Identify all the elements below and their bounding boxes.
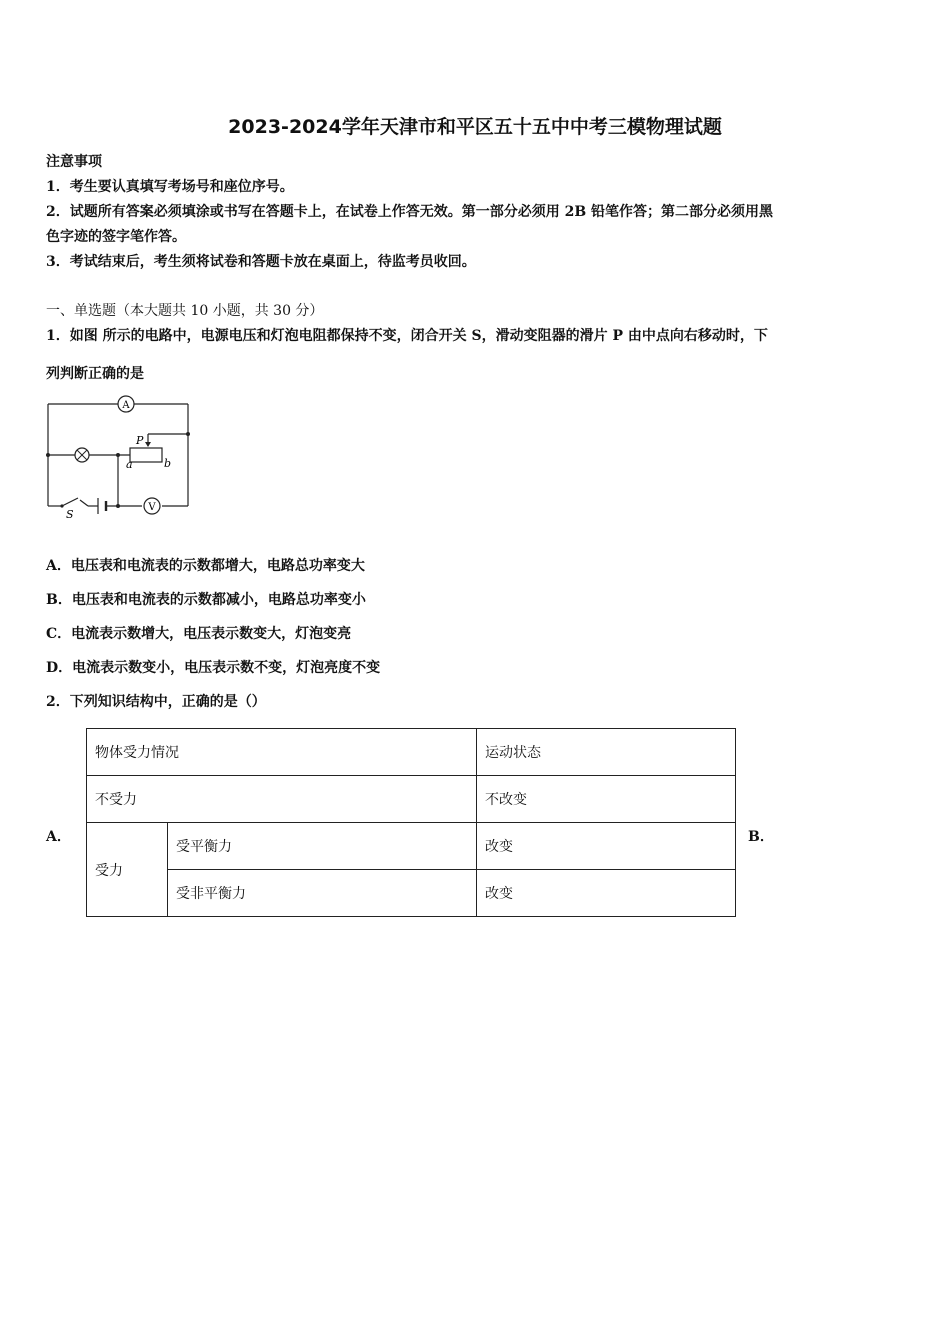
notice-item-2-line-2: 色字迹的签字笔作答。 xyxy=(46,229,186,245)
circuit-diagram xyxy=(40,390,200,520)
notice-heading: 注意事项 xyxy=(46,154,102,170)
end-a-label: a xyxy=(126,458,133,471)
slider-arrow-icon xyxy=(145,442,151,447)
table-cell-unbalanced-change: 改变 xyxy=(477,870,736,917)
page-title: 2023-2024学年天津市和平区五十五中中考三模物理试题 xyxy=(228,116,722,138)
question-1-option-a[interactable]: A．电压表和电流表的示数都增大，电路总功率变大 xyxy=(46,558,365,574)
switch-icon xyxy=(62,498,78,506)
question-2-option-b-label[interactable]: B． xyxy=(748,829,774,845)
section-heading: 一、单选题（本大题共 10 小题，共 30 分） xyxy=(46,303,324,319)
table-row xyxy=(87,823,736,870)
table-cell-no-force: 不受力 xyxy=(87,776,477,823)
slider-label: P xyxy=(136,434,144,447)
question-1-option-d[interactable]: D．电流表示数变小，电压表示数不变，灯泡亮度不变 xyxy=(46,660,381,676)
ammeter-label: A xyxy=(122,400,130,411)
table-cell-balanced-change: 改变 xyxy=(477,823,736,870)
question-1-option-b[interactable]: B．电压表和电流表的示数都减小，电路总功率变小 xyxy=(46,592,366,608)
notice-item-1: 1．考生要认真填写考场号和座位序号。 xyxy=(46,179,294,195)
table-row xyxy=(87,729,736,776)
question-2-option-a-label[interactable]: A． xyxy=(46,829,71,845)
table-cell-no-change: 不改变 xyxy=(477,776,736,823)
voltmeter-label: V xyxy=(148,502,156,513)
notice-item-2-line-1: 2．试题所有答案必须填涂或书写在答题卡上，在试卷上作答无效。第一部分必须用 2B 铅笔作答；第二部分必须用黑 xyxy=(46,204,774,220)
question-1-option-c[interactable]: C．电流表示数增大，电压表示数变大，灯泡变亮 xyxy=(46,626,352,642)
question-1-stem-line-2: 列判断正确的是 xyxy=(46,366,144,382)
table-header-motion: 运动状态 xyxy=(477,729,736,776)
table-cell-balanced: 受平衡力 xyxy=(168,823,477,870)
end-b-label: b xyxy=(164,457,172,470)
table-cell-force: 受力 xyxy=(87,823,168,917)
question-1-stem-line-1: 1．如图 所示的电路中，电源电压和灯泡电阻都保持不变，闭合开关 S，滑动变阻器的滑片 P 由中点向右移动时，下 xyxy=(46,328,768,344)
question-2-stem: 2．下列知识结构中，正确的是（） xyxy=(46,694,266,710)
notice-item-3: 3．考试结束后，考生须将试卷和答题卡放在桌面上，待监考员收回。 xyxy=(46,254,476,270)
switch-label: S xyxy=(66,508,74,520)
rheostat-icon xyxy=(130,448,162,462)
table-cell-unbalanced: 受非平衡力 xyxy=(168,870,477,917)
table-row xyxy=(87,776,736,823)
knowledge-structure-table xyxy=(86,728,736,917)
table-row xyxy=(87,870,736,917)
table-header-force: 物体受力情况 xyxy=(87,729,477,776)
